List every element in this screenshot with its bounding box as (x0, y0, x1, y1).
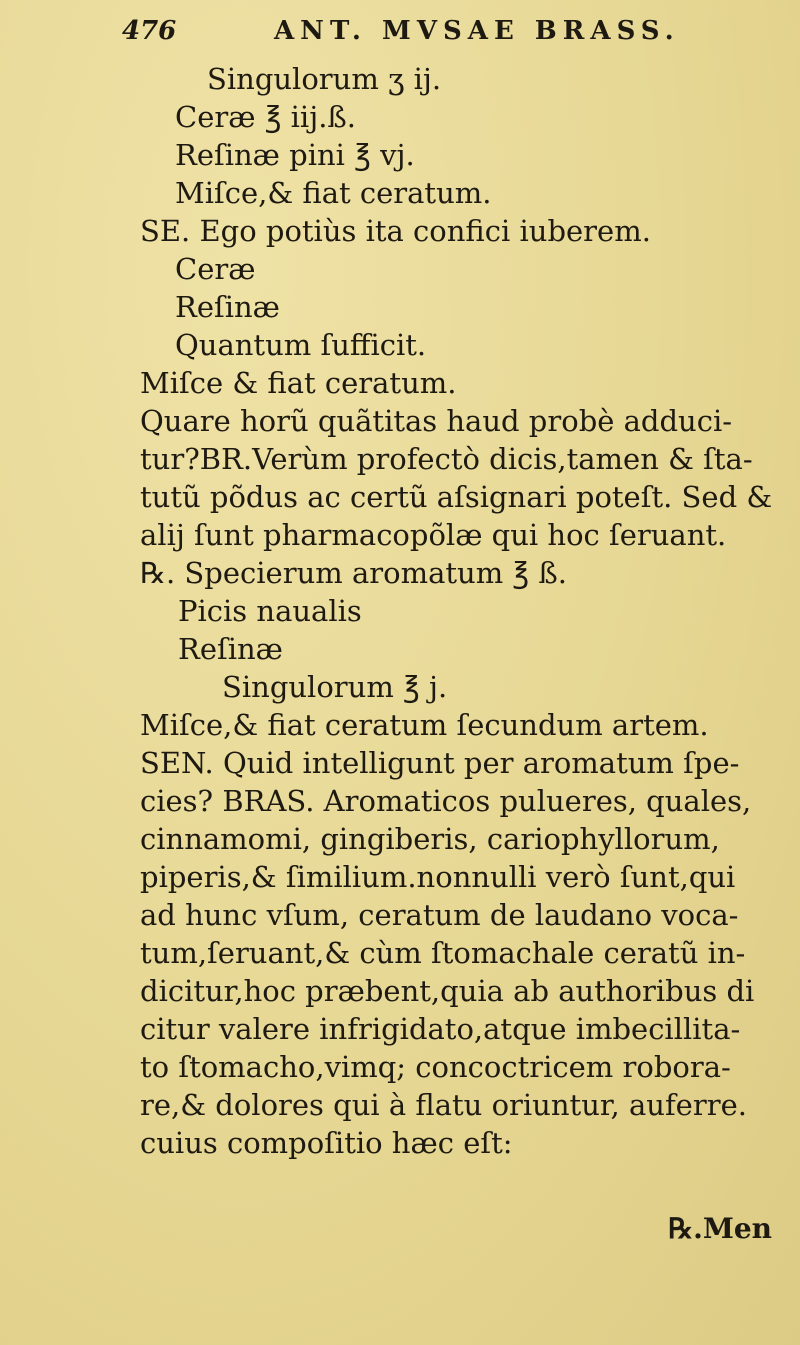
text-line: tum,ſeruant,& cùm ſtomachale ceratũ in- (140, 936, 746, 970)
page-number: 476 (122, 16, 177, 46)
text-line: SEN. Quid intelligunt per aromatum ſpe- (140, 746, 740, 780)
text-line: Singulorum ʒ ij. (207, 62, 442, 96)
text-line: Ceræ (175, 252, 256, 286)
text-line: Reſinæ pini ℥ vj. (175, 138, 415, 172)
text-line: ad hunc vſum, ceratum de laudano voca- (140, 898, 739, 932)
running-title: ANT. MVSAE BRASS. (274, 16, 680, 46)
text-line: alij ſunt pharmacopõlæ qui hoc ſeruant. (140, 518, 727, 552)
text-line: Ceræ ℥ iij.ß. (175, 100, 357, 134)
text-line: cies? BRAS. Aromaticos pulueres, quales, (140, 784, 752, 818)
text-line: Quantum ſufficit. (175, 328, 427, 362)
text-line: Miſce & fiat ceratum. (140, 366, 457, 400)
text-line: re,& dolores qui à flatu oriuntur, auferre. (140, 1088, 747, 1122)
text-line: Miſce,& fiat ceratum ſecundum artem. (140, 708, 709, 742)
text-line: Reſinæ (178, 632, 283, 666)
text-line: ℞. Specierum aromatum ℥ ß. (140, 556, 567, 590)
text-line: cuius compoſitio hæc eſt: (140, 1126, 513, 1160)
text-line: tur?BR.Verùm profectò dicis,tamen & ſta- (140, 442, 753, 476)
text-line: Miſce,& fiat ceratum. (175, 176, 492, 210)
text-line: Singulorum ℥ j. (222, 670, 448, 704)
text-line: Quare horũ quãtitas haud probè adduci- (140, 404, 733, 438)
text-line: citur valere infrigidato,atque imbecillita- (140, 1012, 741, 1046)
text-line: dicitur,hoc præbent,quia ab authoribus di (140, 974, 755, 1008)
text-line: SE. Ego potiùs ita confici iuberem. (140, 214, 651, 248)
text-line: Picis naualis (178, 594, 362, 628)
text-line: to ſtomacho,vimq; concoctricem robora- (140, 1050, 731, 1084)
text-line: piperis,& ſimilium.nonnulli verò ſunt,qui (140, 860, 736, 894)
text-line: Reſinæ (175, 290, 280, 324)
catchword: ℞.Men (668, 1212, 773, 1245)
page-header (122, 16, 782, 60)
text-line: cinnamomi, gingiberis, cariophyllorum, (140, 822, 720, 856)
text-line: tutũ põdus ac certũ aſsignari poteſt. Sed & (140, 480, 773, 514)
